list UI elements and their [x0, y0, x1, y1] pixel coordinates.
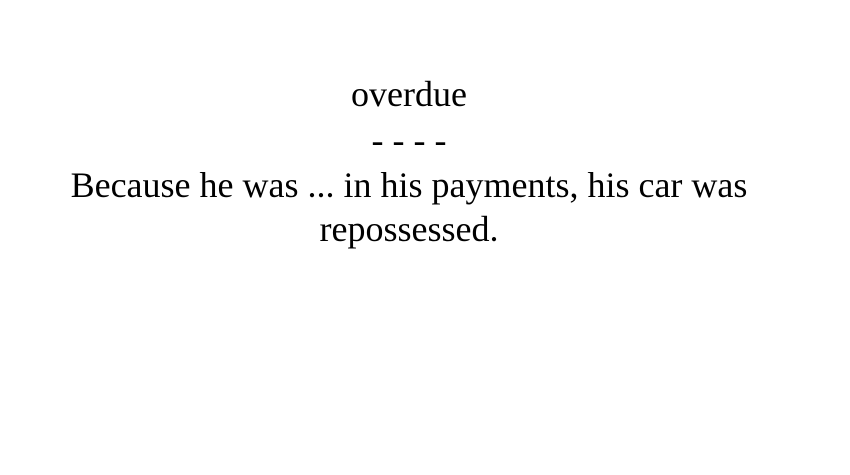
target-word: overdue: [351, 74, 467, 114]
example-sentence: Because he was ... in his payments, his car was repossessed.: [70, 165, 748, 249]
separator: - - - -: [371, 120, 447, 160]
